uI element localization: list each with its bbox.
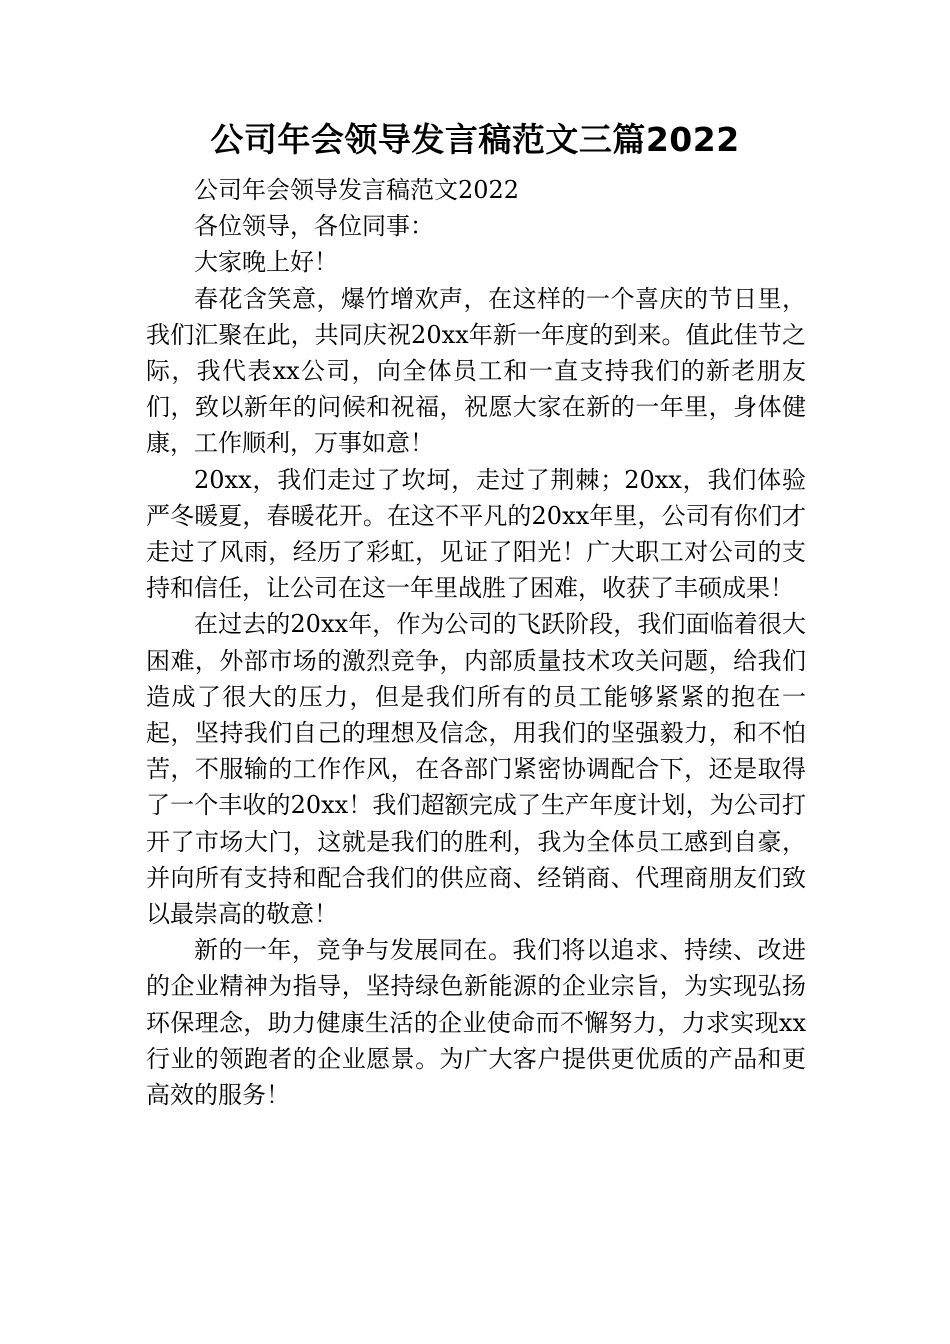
paragraph-subtitle: 公司年会领导发言稿范文2022 bbox=[194, 176, 520, 204]
document-title: 公司年会领导发言稿范文三篇2022 bbox=[210, 120, 740, 159]
paragraph-body: 在过去的20xx年，作为公司的飞跃阶段，我们面临着很大困难，外部市场的激烈竞争，内部质量技术攻关问题，给我们造成了很大的压力，但是我们所有的员工能够紧紧的抱在一起，坚持我们自己的理想及信念，用我们的坚强毅力，和不怕苦，不服输的工作作风，在各部门紧密协调配合下，还是取得了一个丰收的20xx！我们超额完成了生产年度计划，为公司打开了市场大门，这就是我们的胜利，我为全体员工感到自豪，并向所有支持和配合我们的供应商、经销商、代理商朋友们致以最崇高的敬意！ bbox=[146, 610, 806, 929]
document-body bbox=[146, 172, 806, 1113]
paragraph-greeting: 大家晚上好！ bbox=[194, 248, 338, 277]
paragraph-body: 春花含笑意，爆竹增欢声，在这样的一个喜庆的节日里，我们汇聚在此，共同庆祝20xx年新一年度的到来。值此佳节之际，我代表xx公司，向全体员工和一直支持我们的新老朋友们，致以新年的问候和祝福，祝愿大家在新的一年里，身体健康，工作顺利，万事如意！ bbox=[146, 284, 806, 458]
paragraph-body: 新的一年，竞争与发展同在。我们将以追求、持续、改进的企业精神为指导，坚持绿色新能源的企业宗旨，为实现弘扬环保理念，助力健康生活的企业使命而不懈努力，力求实现xx行业的领跑者的企业愿景。为广大客户提供更优质的产品和更高效的服务！ bbox=[146, 936, 806, 1110]
paragraph-salutation: 各位领导，各位同事： bbox=[194, 212, 434, 241]
paragraph-body: 20xx，我们走过了坎坷，走过了荆棘；20xx，我们体验严冬暖夏，春暖花开。在这不平凡的20xx年里，公司有你们才走过了风雨，经历了彩虹，见证了阳光！广大职工对公司的支持和信任，让公司在这一年里战胜了困难，收获了丰硕成果！ bbox=[146, 465, 806, 603]
